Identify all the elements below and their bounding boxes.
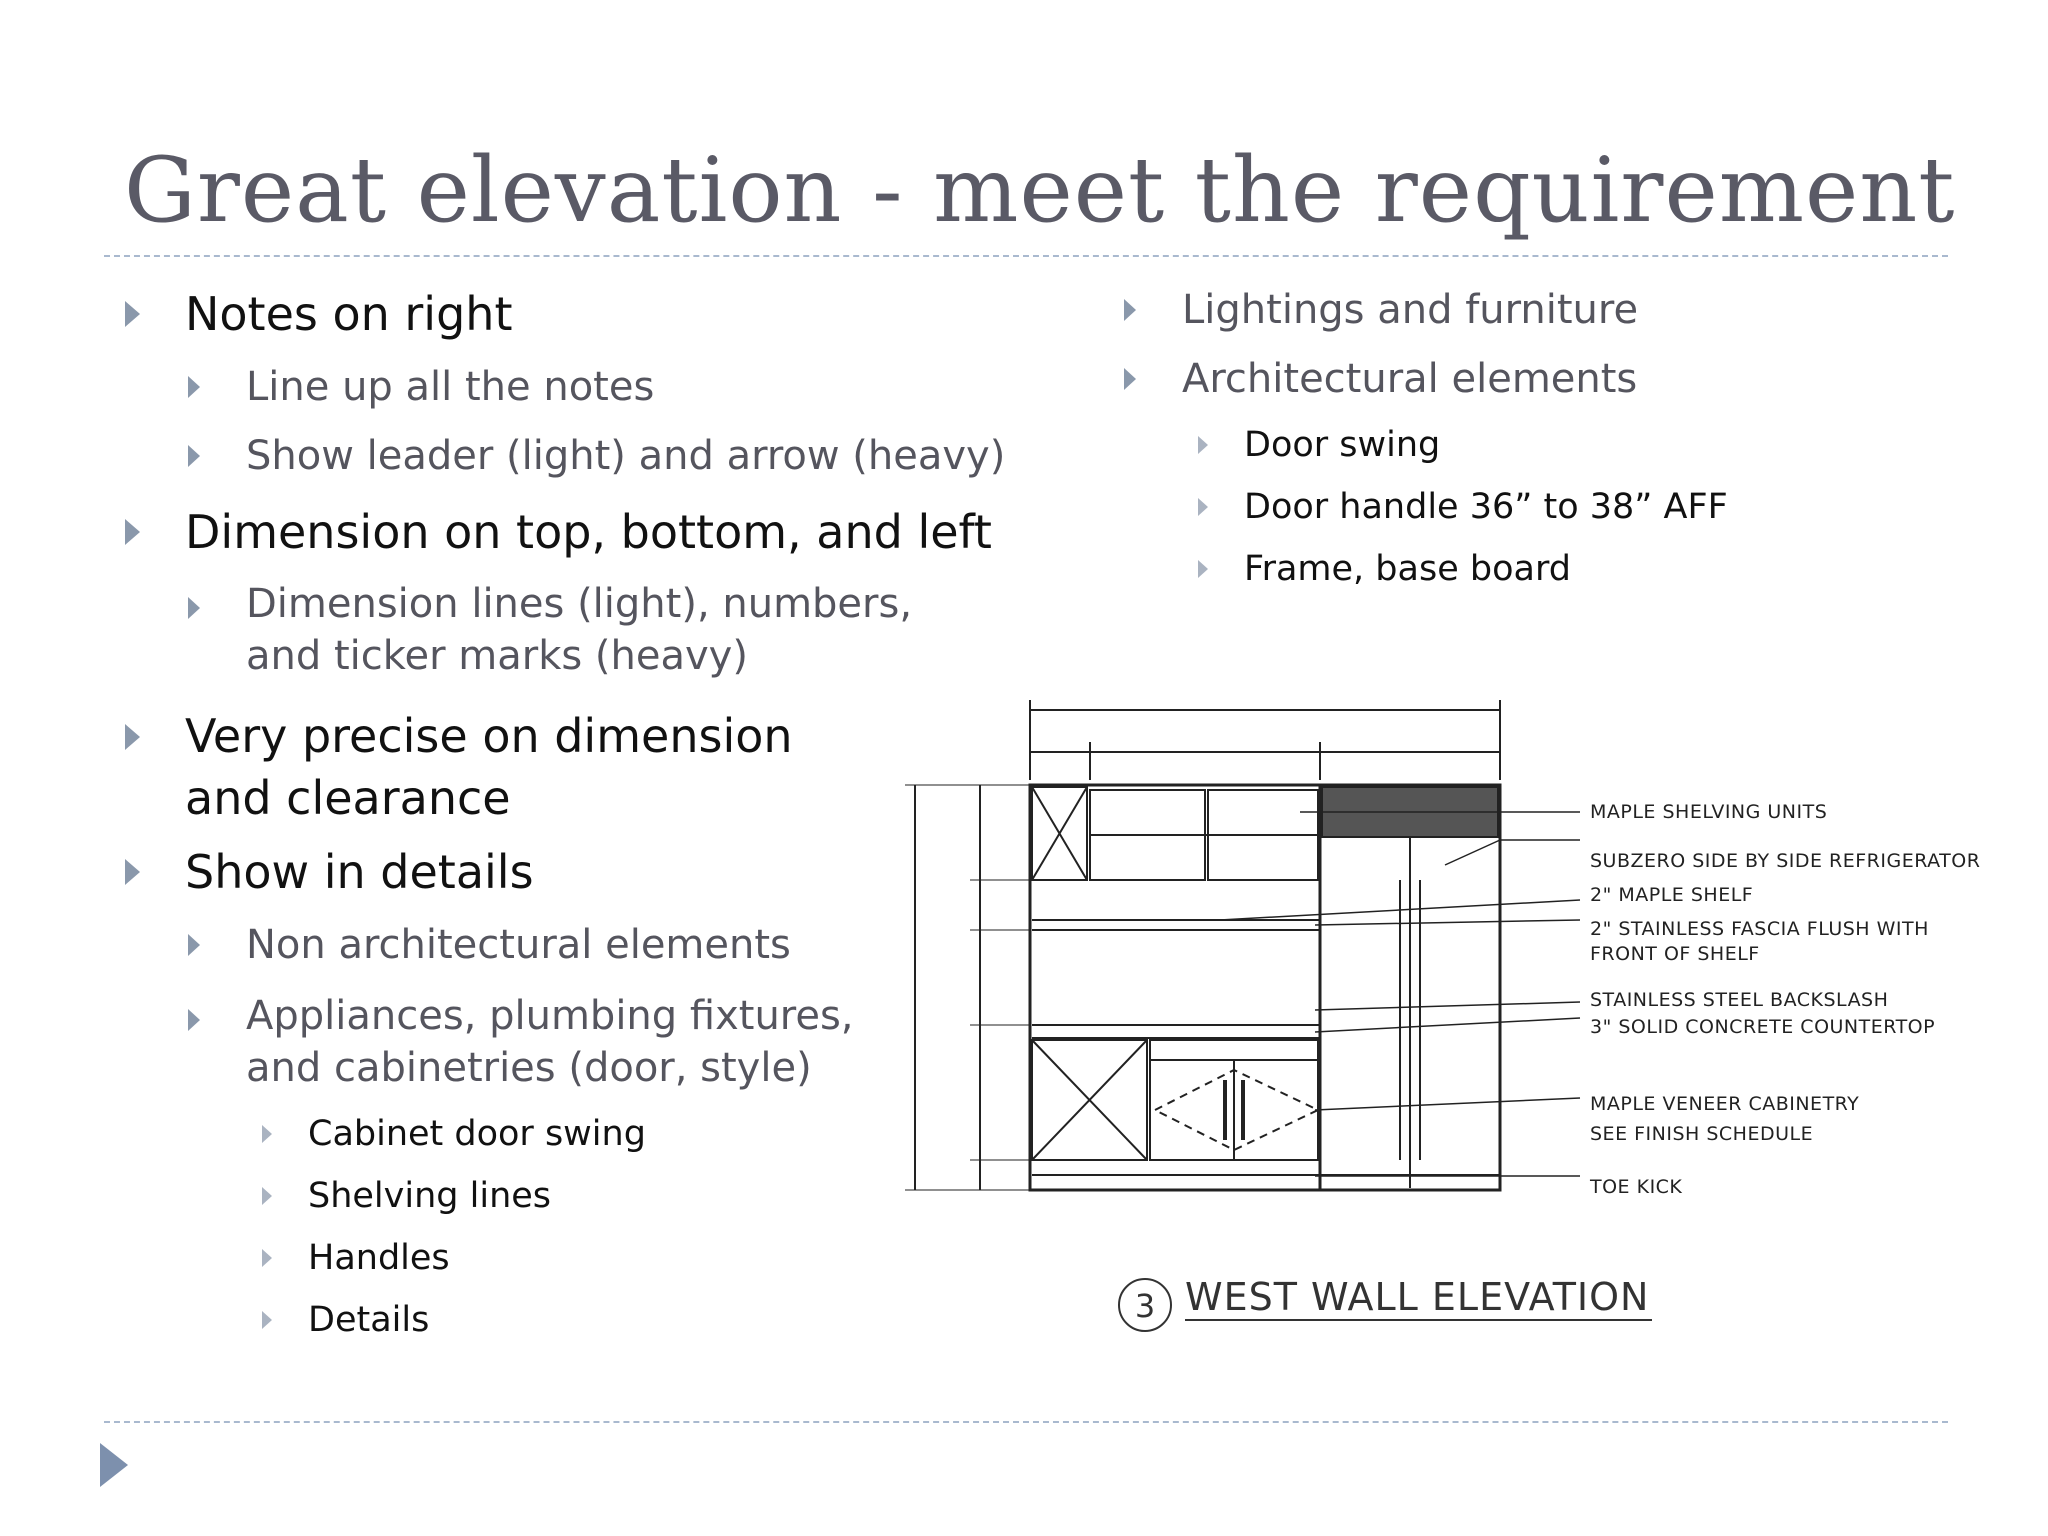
bullet-arrow-icon bbox=[188, 597, 200, 619]
sub-bullet-frame-base-board bbox=[1244, 549, 1571, 589]
bullet-label: Cabinet door swing bbox=[308, 1114, 646, 1154]
bullet-label: Handles bbox=[308, 1238, 450, 1278]
cabinet-door-swing bbox=[1155, 1070, 1318, 1150]
sub-bullet-door-swing bbox=[1244, 425, 1440, 465]
bullet-arrow-icon bbox=[262, 1125, 272, 1143]
leader bbox=[1315, 1018, 1580, 1032]
footer-divider bbox=[104, 1421, 1948, 1423]
note-backsplash: STAINLESS STEEL BACKSLASH bbox=[1590, 989, 1889, 1011]
sub-bullet-door-handle bbox=[1244, 487, 1728, 527]
leader bbox=[1315, 920, 1580, 925]
wall-outline bbox=[1030, 785, 1500, 1190]
bullet-label: Show in details bbox=[185, 845, 534, 899]
west-wall-elevation-drawing bbox=[900, 680, 1980, 1380]
bullet-label: Non architectural elements bbox=[246, 922, 791, 968]
bullet-arrow-icon bbox=[125, 859, 140, 885]
bullet-show-in-details bbox=[185, 845, 534, 899]
sub-bullet-non-architectural bbox=[246, 922, 791, 968]
bullet-label: Door swing bbox=[1244, 425, 1441, 465]
bullet-arrow-icon bbox=[1198, 498, 1208, 516]
subsub-bullet-shelving-lines bbox=[308, 1176, 551, 1216]
bullet-label: Show leader (light) and arrow (heavy) bbox=[246, 433, 1006, 479]
bullet-architectural bbox=[1182, 356, 1637, 402]
sub-bullet-appliances bbox=[246, 990, 896, 1094]
slide-corner-arrow-icon bbox=[100, 1443, 128, 1487]
note-fascia-cont: FRONT OF SHELF bbox=[1590, 943, 1760, 965]
bullet-label: Shelving lines bbox=[308, 1176, 552, 1216]
bullet-arrow-icon bbox=[188, 1009, 200, 1031]
drawing-notes bbox=[1589, 801, 1980, 1198]
bullet-arrow-icon bbox=[188, 934, 200, 956]
note-toe-kick: TOE KICK bbox=[1590, 1176, 1683, 1198]
bullet-arrow-icon bbox=[1198, 560, 1208, 578]
bullet-arrow-icon bbox=[125, 724, 140, 750]
note-cabinetry: MAPLE VENEER CABINETRY bbox=[1590, 1093, 1860, 1115]
bullet-arrow-icon bbox=[1124, 299, 1136, 321]
bullet-label: Notes on right bbox=[185, 287, 513, 341]
sub-bullet-show-leader bbox=[246, 433, 1005, 479]
caption-title: WEST WALL ELEVATION bbox=[1185, 1275, 1650, 1319]
bullet-label: Dimension lines (light), numbers, and ticker marks (heavy) bbox=[246, 581, 913, 679]
bullet-very-precise bbox=[185, 705, 885, 829]
bullet-label: Architectural elements bbox=[1182, 356, 1638, 402]
leader bbox=[1445, 840, 1500, 865]
bullet-arrow-icon bbox=[188, 445, 200, 467]
leader bbox=[1315, 1098, 1580, 1110]
drawing-caption bbox=[1119, 1275, 1652, 1331]
note-refrigerator: SUBZERO SIDE BY SIDE REFRIGERATOR bbox=[1590, 850, 1980, 872]
note-maple-shelf: 2" MAPLE SHELF bbox=[1590, 884, 1754, 906]
bullet-notes-on-right bbox=[185, 287, 512, 341]
bullet-label: Frame, base board bbox=[1244, 549, 1571, 589]
caption-number: 3 bbox=[1134, 1287, 1156, 1325]
note-fascia: 2" STAINLESS FASCIA FLUSH WITH bbox=[1590, 918, 1929, 940]
bullet-arrow-icon bbox=[188, 376, 200, 398]
sub-bullet-line-up-notes bbox=[246, 364, 654, 410]
bullet-label: Dimension on top, bottom, and left bbox=[185, 505, 992, 559]
bullet-label: Very precise on dimension and clearance bbox=[185, 709, 793, 826]
leader bbox=[1315, 1002, 1580, 1010]
bullet-label: Lightings and furniture bbox=[1182, 287, 1639, 333]
bullet-arrow-icon bbox=[1124, 368, 1136, 390]
subsub-bullet-cabinet-door bbox=[308, 1114, 646, 1154]
slide-title: Great elevation - meet the requirement bbox=[124, 138, 1956, 243]
title-divider bbox=[104, 255, 1948, 257]
bullet-arrow-icon bbox=[262, 1311, 272, 1329]
note-maple-shelving: MAPLE SHELVING UNITS bbox=[1590, 801, 1828, 823]
bullet-label: Door handle 36” to 38” AFF bbox=[1244, 487, 1728, 527]
subsub-bullet-handles bbox=[308, 1238, 450, 1278]
subsub-bullet-details bbox=[308, 1300, 429, 1340]
bullet-lightings bbox=[1182, 287, 1638, 333]
bullet-label: Appliances, plumbing fixtures, and cabinetries (door, style) bbox=[246, 993, 854, 1091]
bullet-arrow-icon bbox=[125, 301, 140, 327]
note-countertop: 3" SOLID CONCRETE COUNTERTOP bbox=[1590, 1016, 1936, 1038]
sub-bullet-dimension-lines bbox=[246, 578, 946, 682]
note-finish-schedule: SEE FINISH SCHEDULE bbox=[1590, 1123, 1814, 1145]
bullet-label: Details bbox=[308, 1300, 430, 1340]
bullet-arrow-icon bbox=[262, 1249, 272, 1267]
bullet-arrow-icon bbox=[262, 1187, 272, 1205]
bullet-label: Line up all the notes bbox=[246, 364, 655, 410]
bullet-arrow-icon bbox=[125, 519, 140, 545]
bullet-arrow-icon bbox=[1198, 436, 1208, 454]
bullet-dimension bbox=[185, 505, 992, 559]
